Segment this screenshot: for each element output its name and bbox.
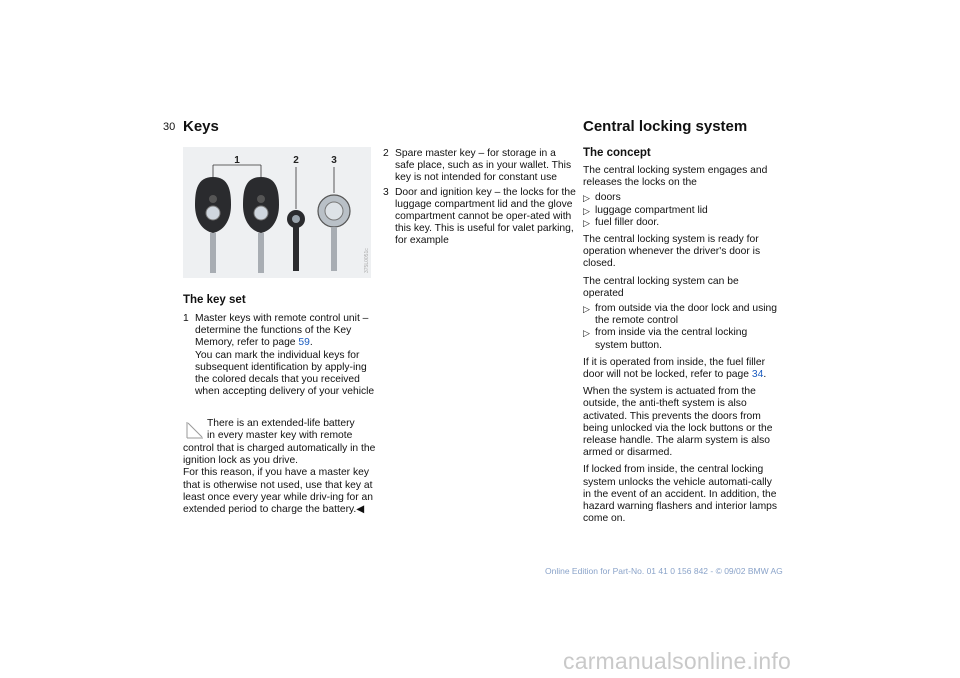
keys-illustration (183, 147, 371, 278)
operation-list (583, 303, 779, 352)
targets-list (583, 192, 779, 229)
image-code: 375L0051c (364, 248, 370, 273)
note-arrow-icon (184, 419, 206, 441)
list-item: 3 Door and ignition key – the locks for the luggage compartment lid and the glove compartment cannot be oper-ated with this key. This is useful for valet parking, for example (383, 186, 576, 247)
key-set-list-continued (383, 148, 577, 248)
list-item: 2 Spare master key – for storage in a safe place, such as in your wallet. This key is not intended for constant use (383, 148, 572, 184)
concept-body: The central locking system engages and releases the locks on the ▷ doors ▷ luggage compartment lid ▷ fuel filler door. The central locking system is ready for operation whenever the driver's door is closed. The central locking system can be operated ▷ from outside via the door lock and using the remote control ▷ from inside via the central locking system button. If it is operated from inside, the fuel filler door will not be locked, refer to page 34. When the system is actuated from the outside, the anti-theft system is also activated. This prevents the doors from being unlocked via the lock buttons or the release handle. The alarm system is also armed or disarmed. If locked from inside, the central locking system unlocks the vehicle automati-cally in the event of an accident. In addition, the hazard warning flashers and interior lamps come on. (583, 165, 778, 525)
door-ignition-key (318, 195, 350, 271)
spare-key (287, 210, 305, 271)
list-item: ▷ fuel filler door. (583, 216, 660, 228)
concept-heading: The concept (583, 147, 651, 159)
page-link-34[interactable]: 34 (751, 369, 764, 381)
bullet-icon: ▷ (583, 205, 590, 216)
list-item: ▷ luggage compartment lid (583, 204, 708, 216)
list-item: ▷ from inside via the central locking system button. (583, 327, 748, 351)
bullet-icon: ▷ (583, 193, 590, 204)
master-key-2 (243, 177, 279, 273)
key-set-list (183, 313, 375, 398)
central-locking-title: Central locking system (583, 118, 748, 135)
keys-title: Keys (183, 118, 219, 135)
page-link-59[interactable]: 59 (298, 337, 310, 349)
list-item: ▷ from outside via the door lock and using the remote control (583, 303, 778, 327)
footer-edition: Online Edition for Part-No. 01 41 0 156 842 - © 09/02 BMW AG (545, 566, 783, 576)
watermark: carmanualsonline.info (563, 648, 791, 674)
list-item: 1 Master keys with remote control unit – determine the functions of the Key Memory, refer to page 59. You can mark the individual keys for subsequent identification by apply-ing the colored decals that you received when accepting delivery of your vehicle (183, 313, 375, 398)
note-first-lines: There is an extended-life battery in every master key with remote (207, 418, 355, 442)
bullet-icon: ▷ (583, 217, 590, 228)
end-mark-icon: ◀ (356, 504, 365, 516)
keys-figure (183, 147, 371, 278)
callout-3: 3 (331, 155, 337, 166)
bullet-icon: ▷ (583, 328, 590, 339)
callout-2: 2 (293, 155, 299, 166)
list-item: ▷ doors (583, 192, 621, 204)
page-number: 30 (163, 121, 176, 133)
key-set-heading: The key set (183, 294, 246, 306)
bullet-icon: ▷ (583, 304, 590, 315)
master-key-1 (195, 177, 231, 273)
note-text: control that is charged automatically in the ignition lock as you drive. For this reason, if you have a master key that is otherwise not used, use that key at least once every year while driv-ing for an extended period to charge the battery.◀ (183, 443, 376, 516)
callout-1: 1 (234, 155, 240, 166)
